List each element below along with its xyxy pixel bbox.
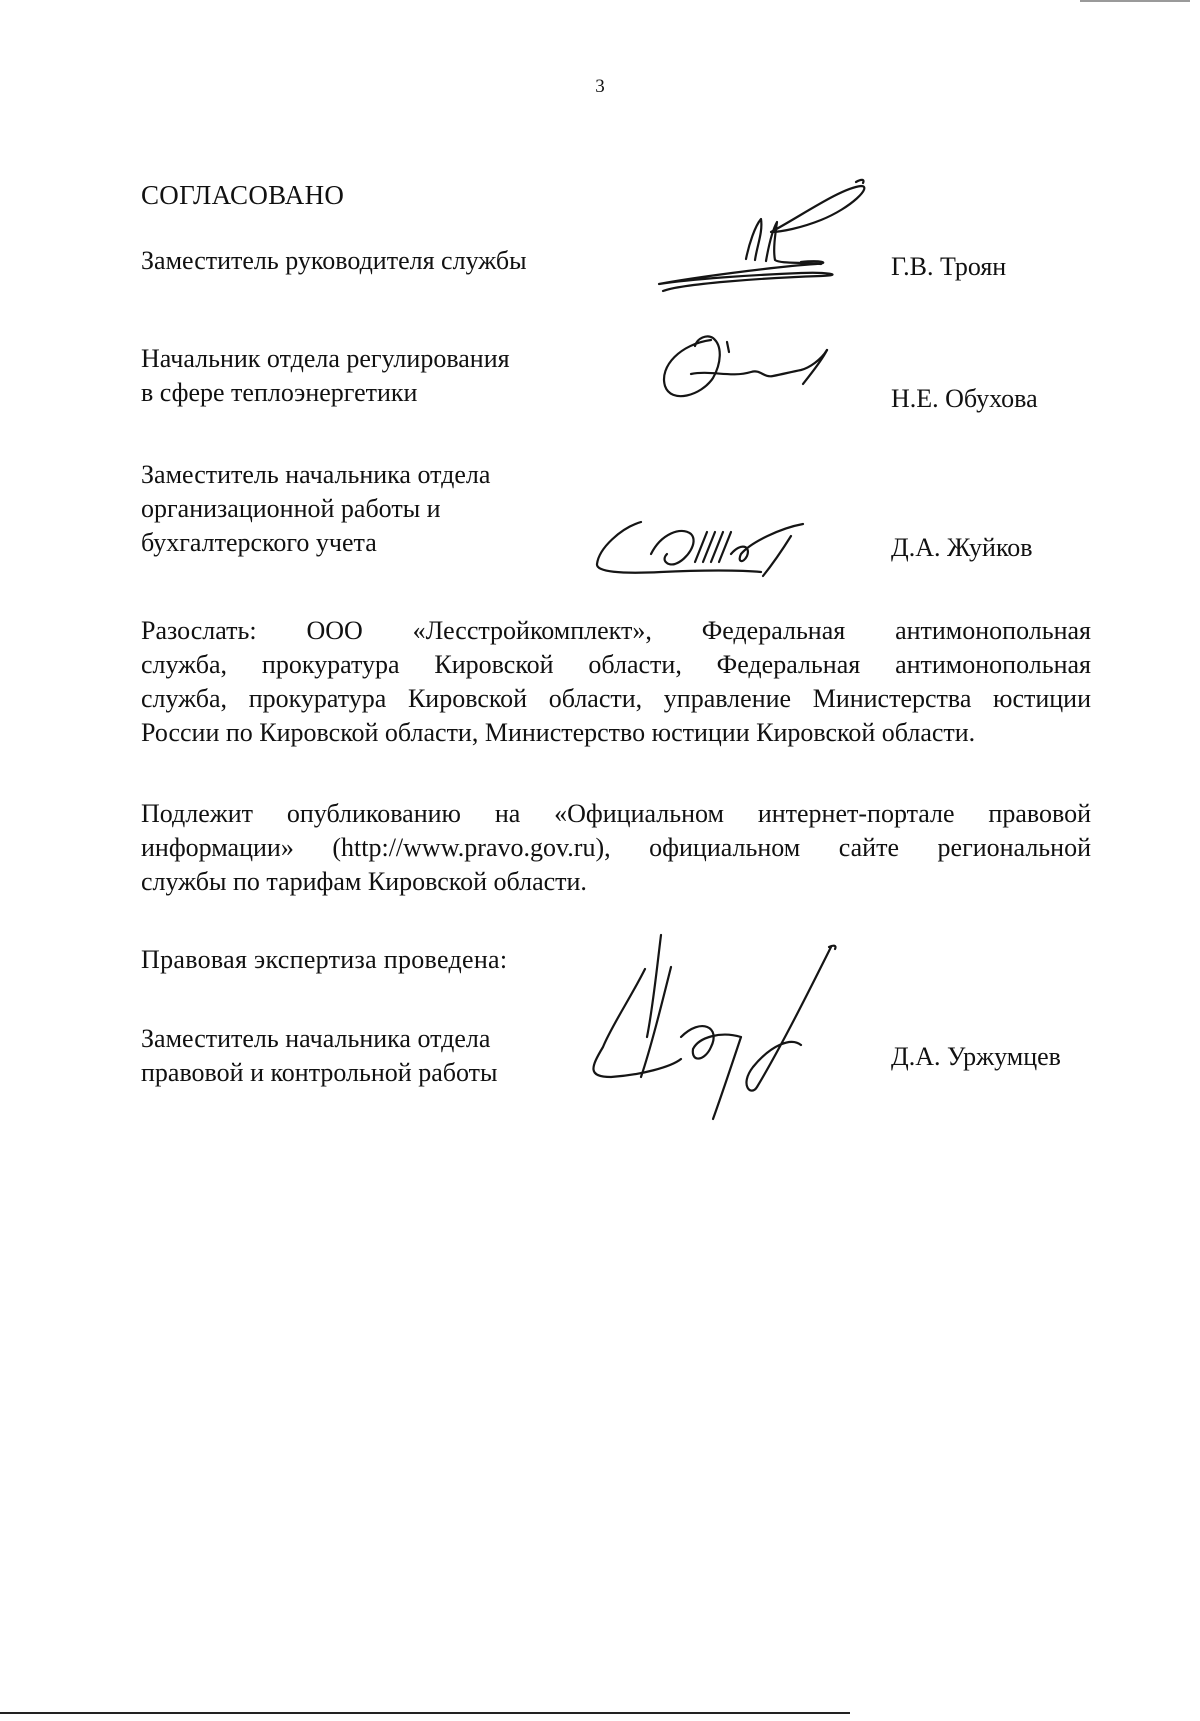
signatory-position <box>141 342 601 410</box>
position-line: Заместитель начальника отдела <box>141 1024 491 1053</box>
distribution-paragraph <box>141 614 1091 750</box>
page-bottom-rule <box>0 1712 850 1714</box>
publication-paragraph <box>141 797 1091 899</box>
signatory-name: Н.Е. Обухова <box>891 384 1038 413</box>
paragraph-line: информации» (http://www.pravo.gov.ru), официальном сайте региональной <box>141 833 1091 862</box>
handwritten-signature <box>651 174 881 304</box>
paragraph-line: России по Кировской области, Министерство юстиции Кировской области. <box>141 718 976 747</box>
legal-review-title: Правовая экспертиза проведена: <box>141 945 508 974</box>
page-number: 3 <box>595 76 605 97</box>
position-line: правовой и контрольной работы <box>141 1058 498 1087</box>
signatory-name: Д.А. Жуйков <box>891 533 1033 562</box>
signatory-name: Г.В. Троян <box>891 252 1007 281</box>
paragraph-line: служба, прокуратура Кировской области, управление Министерства юстиции <box>141 684 1091 713</box>
handwritten-signature <box>651 328 841 408</box>
signatory-name: Д.А. Уржумцев <box>891 1042 1061 1071</box>
paragraph-line: службы по тарифам Кировской области. <box>141 867 587 896</box>
handwritten-signature <box>581 927 841 1127</box>
paragraph-line: Разослать: ООО «Лесстройкомплект», Федеральная антимонопольная <box>141 616 1091 645</box>
approval-heading: СОГЛАСОВАНО <box>141 180 345 210</box>
signatory-position <box>141 458 601 560</box>
paragraph-line: Подлежит опубликованию на «Официальном интернет-портале правовой <box>141 799 1091 828</box>
position-line: организационной работы и <box>141 494 441 523</box>
paragraph-line: служба, прокуратура Кировской области, Федеральная антимонопольная <box>141 650 1091 679</box>
signatory-position <box>141 1022 601 1090</box>
position-line: Заместитель руководителя службы <box>141 246 527 275</box>
position-line: Заместитель начальника отдела <box>141 460 491 489</box>
signatory-position <box>141 244 601 278</box>
position-line: бухгалтерского учета <box>141 528 377 557</box>
position-line: в сфере теплоэнергетики <box>141 378 418 407</box>
handwritten-signature <box>591 514 821 584</box>
scan-corner-mark <box>1080 0 1190 2</box>
position-line: Начальник отдела регулирования <box>141 344 510 373</box>
